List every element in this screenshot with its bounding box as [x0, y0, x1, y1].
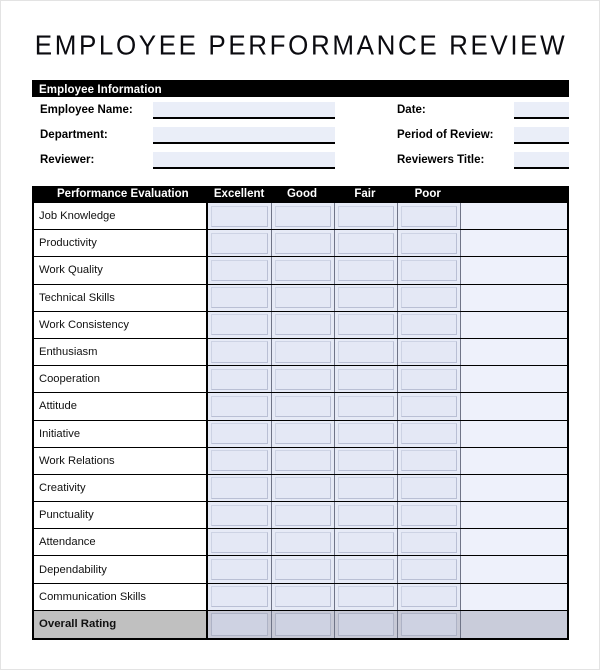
table-header-row: [32, 186, 569, 203]
rating-cell-excellent[interactable]: [208, 475, 271, 501]
rating-cell-fair[interactable]: [334, 393, 397, 419]
rating-checkbox-poor[interactable]: [401, 559, 457, 580]
rating-checkbox-poor[interactable]: [401, 260, 457, 281]
rating-cell-good[interactable]: [271, 475, 334, 501]
rating-checkbox-poor[interactable]: [401, 369, 457, 390]
rating-cell-good[interactable]: [271, 339, 334, 365]
rating-cell-fair[interactable]: [334, 312, 397, 338]
table-row: [34, 230, 567, 257]
rating-cell-excellent[interactable]: [208, 556, 271, 582]
rating-cell-poor[interactable]: [397, 529, 460, 555]
rating-cell-excellent[interactable]: [208, 366, 271, 392]
rating-checkbox-excellent[interactable]: [211, 450, 268, 471]
rating-checkbox-good[interactable]: [275, 396, 331, 417]
rating-checkbox-excellent[interactable]: [211, 532, 268, 553]
rating-checkbox-good[interactable]: [275, 477, 331, 498]
rating-checkbox-good[interactable]: [275, 586, 331, 607]
reviewers-title-input[interactable]: [514, 152, 569, 169]
employee-information-header-bar: [32, 80, 569, 97]
rating-cell-poor[interactable]: [397, 421, 460, 447]
rating-checkbox-good[interactable]: [275, 613, 331, 635]
rating-checkbox-fair[interactable]: [338, 287, 394, 308]
comments-cell[interactable]: [460, 312, 567, 338]
rating-checkbox-fair[interactable]: [338, 206, 394, 227]
rating-cell-fair[interactable]: [334, 502, 397, 528]
rating-checkbox-poor[interactable]: [401, 613, 457, 635]
rating-cell-fair[interactable]: [334, 230, 397, 256]
rating-cell-poor[interactable]: [397, 611, 460, 638]
date-input[interactable]: [514, 102, 569, 119]
rating-checkbox-excellent[interactable]: [211, 287, 268, 308]
rating-checkbox-good[interactable]: [275, 423, 331, 444]
rating-cell-good[interactable]: [271, 421, 334, 447]
rating-checkbox-excellent[interactable]: [211, 206, 268, 227]
evaluation-category-label: Technical Skills: [34, 285, 208, 311]
rating-cell-excellent[interactable]: [208, 448, 271, 474]
rating-cell-poor[interactable]: [397, 257, 460, 283]
rating-cell-excellent[interactable]: [208, 611, 271, 638]
period-of-review-input[interactable]: [514, 127, 569, 144]
comments-cell[interactable]: [460, 339, 567, 365]
rating-checkbox-good[interactable]: [275, 505, 331, 526]
rating-checkbox-excellent[interactable]: [211, 314, 268, 335]
reviewer-label: Reviewer:: [40, 154, 95, 166]
rating-checkbox-good[interactable]: [275, 260, 331, 281]
rating-cell-excellent[interactable]: [208, 529, 271, 555]
rating-cell-excellent[interactable]: [208, 312, 271, 338]
rating-checkbox-good[interactable]: [275, 341, 331, 362]
overall-rating-label: Overall Rating: [34, 611, 208, 638]
evaluation-category-label: Attitude: [34, 393, 208, 419]
rating-cell-excellent[interactable]: [208, 285, 271, 311]
rating-checkbox-poor[interactable]: [401, 450, 457, 471]
table-row: [34, 393, 567, 420]
rating-cell-poor[interactable]: [397, 230, 460, 256]
rating-cell-fair[interactable]: [334, 556, 397, 582]
overall-rating-row: [34, 611, 567, 638]
rating-cell-poor[interactable]: [397, 312, 460, 338]
date-label: Date:: [397, 104, 426, 116]
period-of-review-label: Period of Review:: [397, 129, 494, 141]
comments-cell[interactable]: [460, 529, 567, 555]
rating-checkbox-poor[interactable]: [401, 341, 457, 362]
rating-cell-poor[interactable]: [397, 584, 460, 610]
rating-cell-fair[interactable]: [334, 366, 397, 392]
evaluation-category-label: Work Quality: [34, 257, 208, 283]
rating-cell-fair[interactable]: [334, 285, 397, 311]
performance-evaluation-table: [32, 186, 569, 640]
rating-checkbox-fair[interactable]: [338, 396, 394, 417]
rating-cell-fair[interactable]: [334, 203, 397, 229]
table-row: [34, 584, 567, 611]
rating-cell-poor[interactable]: [397, 556, 460, 582]
rating-checkbox-fair[interactable]: [338, 477, 394, 498]
rating-cell-good[interactable]: [271, 584, 334, 610]
department-label: Department:: [40, 129, 108, 141]
rating-cell-fair[interactable]: [334, 339, 397, 365]
rating-checkbox-poor[interactable]: [401, 423, 457, 444]
employee-information-title: Employee Information: [39, 84, 162, 96]
department-input[interactable]: [153, 127, 335, 144]
comments-cell[interactable]: [460, 611, 567, 638]
comments-cell[interactable]: [460, 393, 567, 419]
comments-cell[interactable]: [460, 203, 567, 229]
evaluation-category-label: Job Knowledge: [34, 203, 208, 229]
rating-checkbox-excellent[interactable]: [211, 260, 268, 281]
evaluation-category-label: Punctuality: [34, 502, 208, 528]
rating-cell-good[interactable]: [271, 393, 334, 419]
reviewer-input[interactable]: [153, 152, 335, 169]
rating-cell-good[interactable]: [271, 230, 334, 256]
comments-cell[interactable]: [460, 475, 567, 501]
rating-checkbox-fair[interactable]: [338, 260, 394, 281]
rating-checkbox-poor[interactable]: [401, 586, 457, 607]
comments-cell[interactable]: [460, 556, 567, 582]
rating-checkbox-good[interactable]: [275, 559, 331, 580]
rating-checkbox-fair[interactable]: [338, 586, 394, 607]
rating-checkbox-good[interactable]: [275, 314, 331, 335]
evaluation-category-label: Work Consistency: [34, 312, 208, 338]
comments-cell[interactable]: [460, 366, 567, 392]
rating-cell-excellent[interactable]: [208, 584, 271, 610]
rating-checkbox-good[interactable]: [275, 450, 331, 471]
rating-checkbox-fair[interactable]: [338, 314, 394, 335]
rating-checkbox-excellent[interactable]: [211, 396, 268, 417]
rating-cell-fair[interactable]: [334, 529, 397, 555]
comments-cell[interactable]: [460, 448, 567, 474]
comments-cell[interactable]: [460, 230, 567, 256]
employee-information-fields: [32, 102, 569, 174]
table-row: [34, 475, 567, 502]
rating-cell-good[interactable]: [271, 285, 334, 311]
rating-checkbox-poor[interactable]: [401, 532, 457, 553]
rating-checkbox-good[interactable]: [275, 369, 331, 390]
employee-info-row: [32, 102, 569, 126]
rating-cell-poor[interactable]: [397, 366, 460, 392]
rating-checkbox-fair[interactable]: [338, 505, 394, 526]
rating-checkbox-excellent[interactable]: [211, 423, 268, 444]
rating-checkbox-excellent[interactable]: [211, 477, 268, 498]
rating-checkbox-excellent[interactable]: [211, 586, 268, 607]
comments-cell[interactable]: [460, 285, 567, 311]
rating-cell-good[interactable]: [271, 556, 334, 582]
evaluation-category-label: Communication Skills: [34, 584, 208, 610]
rating-checkbox-poor[interactable]: [401, 287, 457, 308]
rating-cell-poor[interactable]: [397, 502, 460, 528]
rating-checkbox-good[interactable]: [275, 233, 331, 254]
rating-checkbox-excellent[interactable]: [211, 233, 268, 254]
rating-cell-good[interactable]: [271, 366, 334, 392]
employee-info-row: [32, 152, 569, 176]
column-header-comments: [459, 186, 569, 203]
evaluation-category-label: Work Relations: [34, 448, 208, 474]
table-row: [34, 312, 567, 339]
table-row: [34, 203, 567, 230]
rating-checkbox-fair[interactable]: [338, 559, 394, 580]
rating-checkbox-fair[interactable]: [338, 613, 394, 635]
rating-cell-poor[interactable]: [397, 448, 460, 474]
rating-checkbox-excellent[interactable]: [211, 369, 268, 390]
rating-cell-good[interactable]: [271, 502, 334, 528]
table-row: [34, 339, 567, 366]
column-header-performance-evaluation: Performance Evaluation: [57, 188, 189, 200]
rating-checkbox-poor[interactable]: [401, 505, 457, 526]
rating-cell-poor[interactable]: [397, 393, 460, 419]
table-row: [34, 285, 567, 312]
rating-cell-excellent[interactable]: [208, 230, 271, 256]
evaluation-category-label: Initiative: [34, 421, 208, 447]
rating-checkbox-fair[interactable]: [338, 423, 394, 444]
employee-name-input[interactable]: [153, 102, 335, 119]
page-title: EMPLOYEE PERFORMANCE REVIEW: [34, 29, 568, 61]
rating-checkbox-fair[interactable]: [338, 233, 394, 254]
rating-checkbox-fair[interactable]: [338, 532, 394, 553]
rating-cell-good[interactable]: [271, 312, 334, 338]
rating-cell-excellent[interactable]: [208, 339, 271, 365]
rating-cell-good[interactable]: [271, 448, 334, 474]
employee-information-section: [32, 80, 569, 97]
evaluation-category-label: Dependability: [34, 556, 208, 582]
column-header-excellent: Excellent: [213, 188, 265, 200]
rating-cell-fair[interactable]: [334, 448, 397, 474]
rating-checkbox-good[interactable]: [275, 206, 331, 227]
rating-cell-excellent[interactable]: [208, 421, 271, 447]
comments-cell[interactable]: [460, 257, 567, 283]
rating-checkbox-poor[interactable]: [401, 206, 457, 227]
rating-checkbox-fair[interactable]: [338, 341, 394, 362]
rating-checkbox-fair[interactable]: [338, 450, 394, 471]
table-row: [34, 502, 567, 529]
comments-cell[interactable]: [460, 421, 567, 447]
rating-checkbox-poor[interactable]: [401, 396, 457, 417]
rating-cell-fair[interactable]: [334, 257, 397, 283]
rating-cell-good[interactable]: [271, 203, 334, 229]
rating-checkbox-good[interactable]: [275, 287, 331, 308]
rating-checkbox-excellent[interactable]: [211, 613, 268, 635]
table-row: [34, 257, 567, 284]
column-header-poor: Poor: [414, 188, 441, 200]
rating-cell-poor[interactable]: [397, 475, 460, 501]
reviewers-title-label: Reviewers Title:: [397, 154, 485, 166]
evaluation-category-label: Productivity: [34, 230, 208, 256]
column-header-fair: Fair: [354, 188, 376, 200]
employee-name-label: Employee Name:: [40, 104, 133, 116]
rating-checkbox-poor[interactable]: [401, 233, 457, 254]
column-header-good: Good: [286, 188, 318, 200]
table-row: [34, 448, 567, 475]
rating-cell-fair[interactable]: [334, 475, 397, 501]
rating-cell-excellent[interactable]: [208, 393, 271, 419]
comments-cell[interactable]: [460, 584, 567, 610]
evaluation-category-label: Attendance: [34, 529, 208, 555]
rating-checkbox-excellent[interactable]: [211, 559, 268, 580]
rating-cell-good[interactable]: [271, 611, 334, 638]
rating-cell-excellent[interactable]: [208, 502, 271, 528]
rating-cell-poor[interactable]: [397, 203, 460, 229]
rating-cell-poor[interactable]: [397, 285, 460, 311]
table-row: [34, 529, 567, 556]
table-row: [34, 421, 567, 448]
table-body: [32, 203, 569, 640]
rating-cell-good[interactable]: [271, 529, 334, 555]
rating-cell-fair[interactable]: [334, 611, 397, 638]
table-row: [34, 556, 567, 583]
rating-cell-poor[interactable]: [397, 339, 460, 365]
rating-checkbox-good[interactable]: [275, 532, 331, 553]
rating-checkbox-fair[interactable]: [338, 369, 394, 390]
employee-info-row: [32, 127, 569, 151]
evaluation-category-label: Enthusiasm: [34, 339, 208, 365]
rating-checkbox-excellent[interactable]: [211, 505, 268, 526]
rating-cell-fair[interactable]: [334, 584, 397, 610]
rating-checkbox-poor[interactable]: [401, 477, 457, 498]
rating-cell-excellent[interactable]: [208, 203, 271, 229]
rating-cell-good[interactable]: [271, 257, 334, 283]
comments-cell[interactable]: [460, 502, 567, 528]
rating-checkbox-excellent[interactable]: [211, 341, 268, 362]
rating-cell-excellent[interactable]: [208, 257, 271, 283]
table-row: [34, 366, 567, 393]
evaluation-category-label: Creativity: [34, 475, 208, 501]
rating-cell-fair[interactable]: [334, 421, 397, 447]
rating-checkbox-poor[interactable]: [401, 314, 457, 335]
evaluation-category-label: Cooperation: [34, 366, 208, 392]
